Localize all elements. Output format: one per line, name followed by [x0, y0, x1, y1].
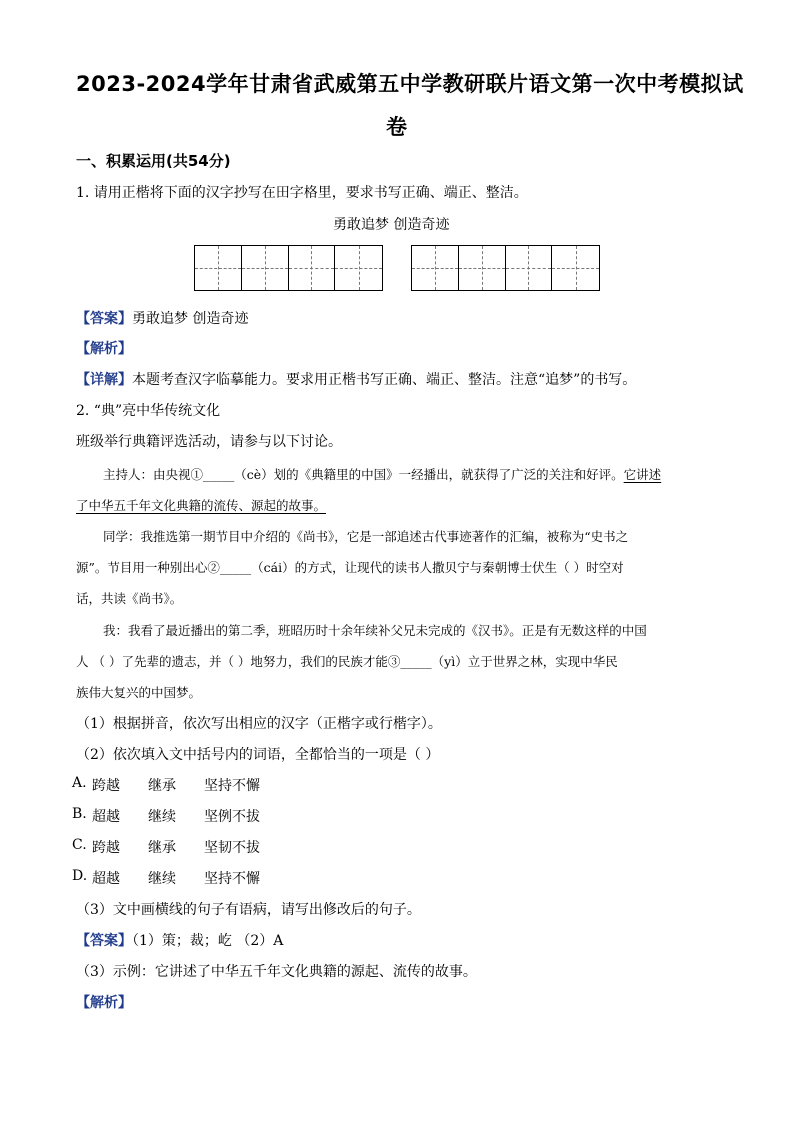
- grid-cell: [195, 246, 242, 290]
- page-title-line2: 卷: [386, 115, 408, 139]
- underlined-sentence-part2: 了中华五千年文化典籍的流传、源起的故事。: [76, 498, 327, 513]
- q2-sub2: （2）依次填入文中括号内的词语，全都恰当的一项是（ ）: [76, 747, 440, 763]
- q2-student-line1: 同学：我推选第一期节目中介绍的《尚书》，它是一部追述古代事迹著作的汇编，被称为“史书之: [103, 529, 629, 544]
- q1-answer: [76, 308, 248, 328]
- underlined-sentence-part1: 它讲述: [623, 467, 662, 482]
- q2-answer: [76, 930, 283, 950]
- grid-cell: [459, 246, 506, 290]
- tianzige-grid-left: [194, 245, 383, 291]
- q2-student-line2: 源”。节目用一种别出心②_____（cái）的方式，让现代的读书人撒贝宁与秦朝博士伏生（ ）时空对: [76, 560, 624, 575]
- q2-analysis-label: 【解析】: [76, 995, 132, 1011]
- grid-cell: [289, 246, 336, 290]
- q1-phrase: 勇敢追梦 创造奇迹: [333, 217, 450, 233]
- section-heading: 一、积累运用(共54分): [76, 152, 231, 170]
- host-text: 主持人：由央视①_____（cè）划的《典籍里的中国》一经播出，就获得了广泛的关注和好评。: [103, 467, 624, 482]
- grid-cell: [412, 246, 459, 290]
- option-a: A. 跨越 继承 坚持不懈: [72, 775, 260, 794]
- q2-answer-text: （1）策；裁；屹 （2）A: [132, 933, 284, 949]
- q2-student-line3: 话，共读《尚书》。: [76, 591, 183, 606]
- grid-cell: [506, 246, 553, 290]
- answer-label: 【答案】: [76, 933, 132, 949]
- q1-analysis-label: 【解析】: [76, 341, 132, 357]
- option-c: C. 跨越 继承 坚韧不拔: [72, 837, 260, 856]
- q2-me-line1: 我：我看了最近播出的第二季，班昭历时十余年续补父兄未完成的《汉书》。正是有无数这样的中国: [103, 623, 647, 638]
- q2-me-line3: 族伟大复兴的中国梦。: [76, 685, 202, 700]
- q2-intro: 班级举行典籍评选活动，请参与以下讨论。: [76, 434, 342, 450]
- q2-me-line2: 人 （ ）了先辈的遗志，并（ ）地努力，我们的民族才能③_____（yì）立于世界之林，实现中华民: [76, 654, 618, 669]
- detail-label: 【详解】: [76, 372, 132, 388]
- q1-detail-text: 本题考查汉字临摹能力。要求用正楷书写正确、端正、整洁。注意“追梦”的书写。: [132, 372, 637, 388]
- q2-answer3: （3）示例：它讲述了中华五千年文化典籍的源起、流传的故事。: [76, 964, 477, 980]
- q2-sub3: （3）文中画横线的句子有语病，请写出修改后的句子。: [76, 902, 421, 918]
- answer-label: 【答案】: [76, 311, 132, 327]
- grid-cell: [242, 246, 289, 290]
- option-b: B. 超越 继续 坚例不拔: [72, 806, 260, 825]
- q1-answer-text: 勇敢追梦 创造奇迹: [132, 311, 249, 327]
- q2-stem: 2. “典”亮中华传统文化: [76, 403, 221, 419]
- tianzige-grid-right: [411, 245, 600, 291]
- q1-detail: [76, 369, 636, 389]
- page-title-line1: 2023-2024学年甘肃省武威第五中学教研联片语文第一次中考模拟试: [76, 72, 744, 96]
- q2-sub1: （1）根据拼音，依次写出相应的汉字（正楷字或行楷字）。: [76, 716, 442, 732]
- grid-cell: [552, 246, 599, 290]
- grid-cell: [335, 246, 382, 290]
- q1-stem: 1. 请用正楷将下面的汉字抄写在田字格里，要求书写正确、端正、整洁。: [76, 185, 528, 201]
- q2-host-line1: [103, 465, 661, 483]
- option-d: D. 超越 继续 坚持不懈: [72, 868, 260, 887]
